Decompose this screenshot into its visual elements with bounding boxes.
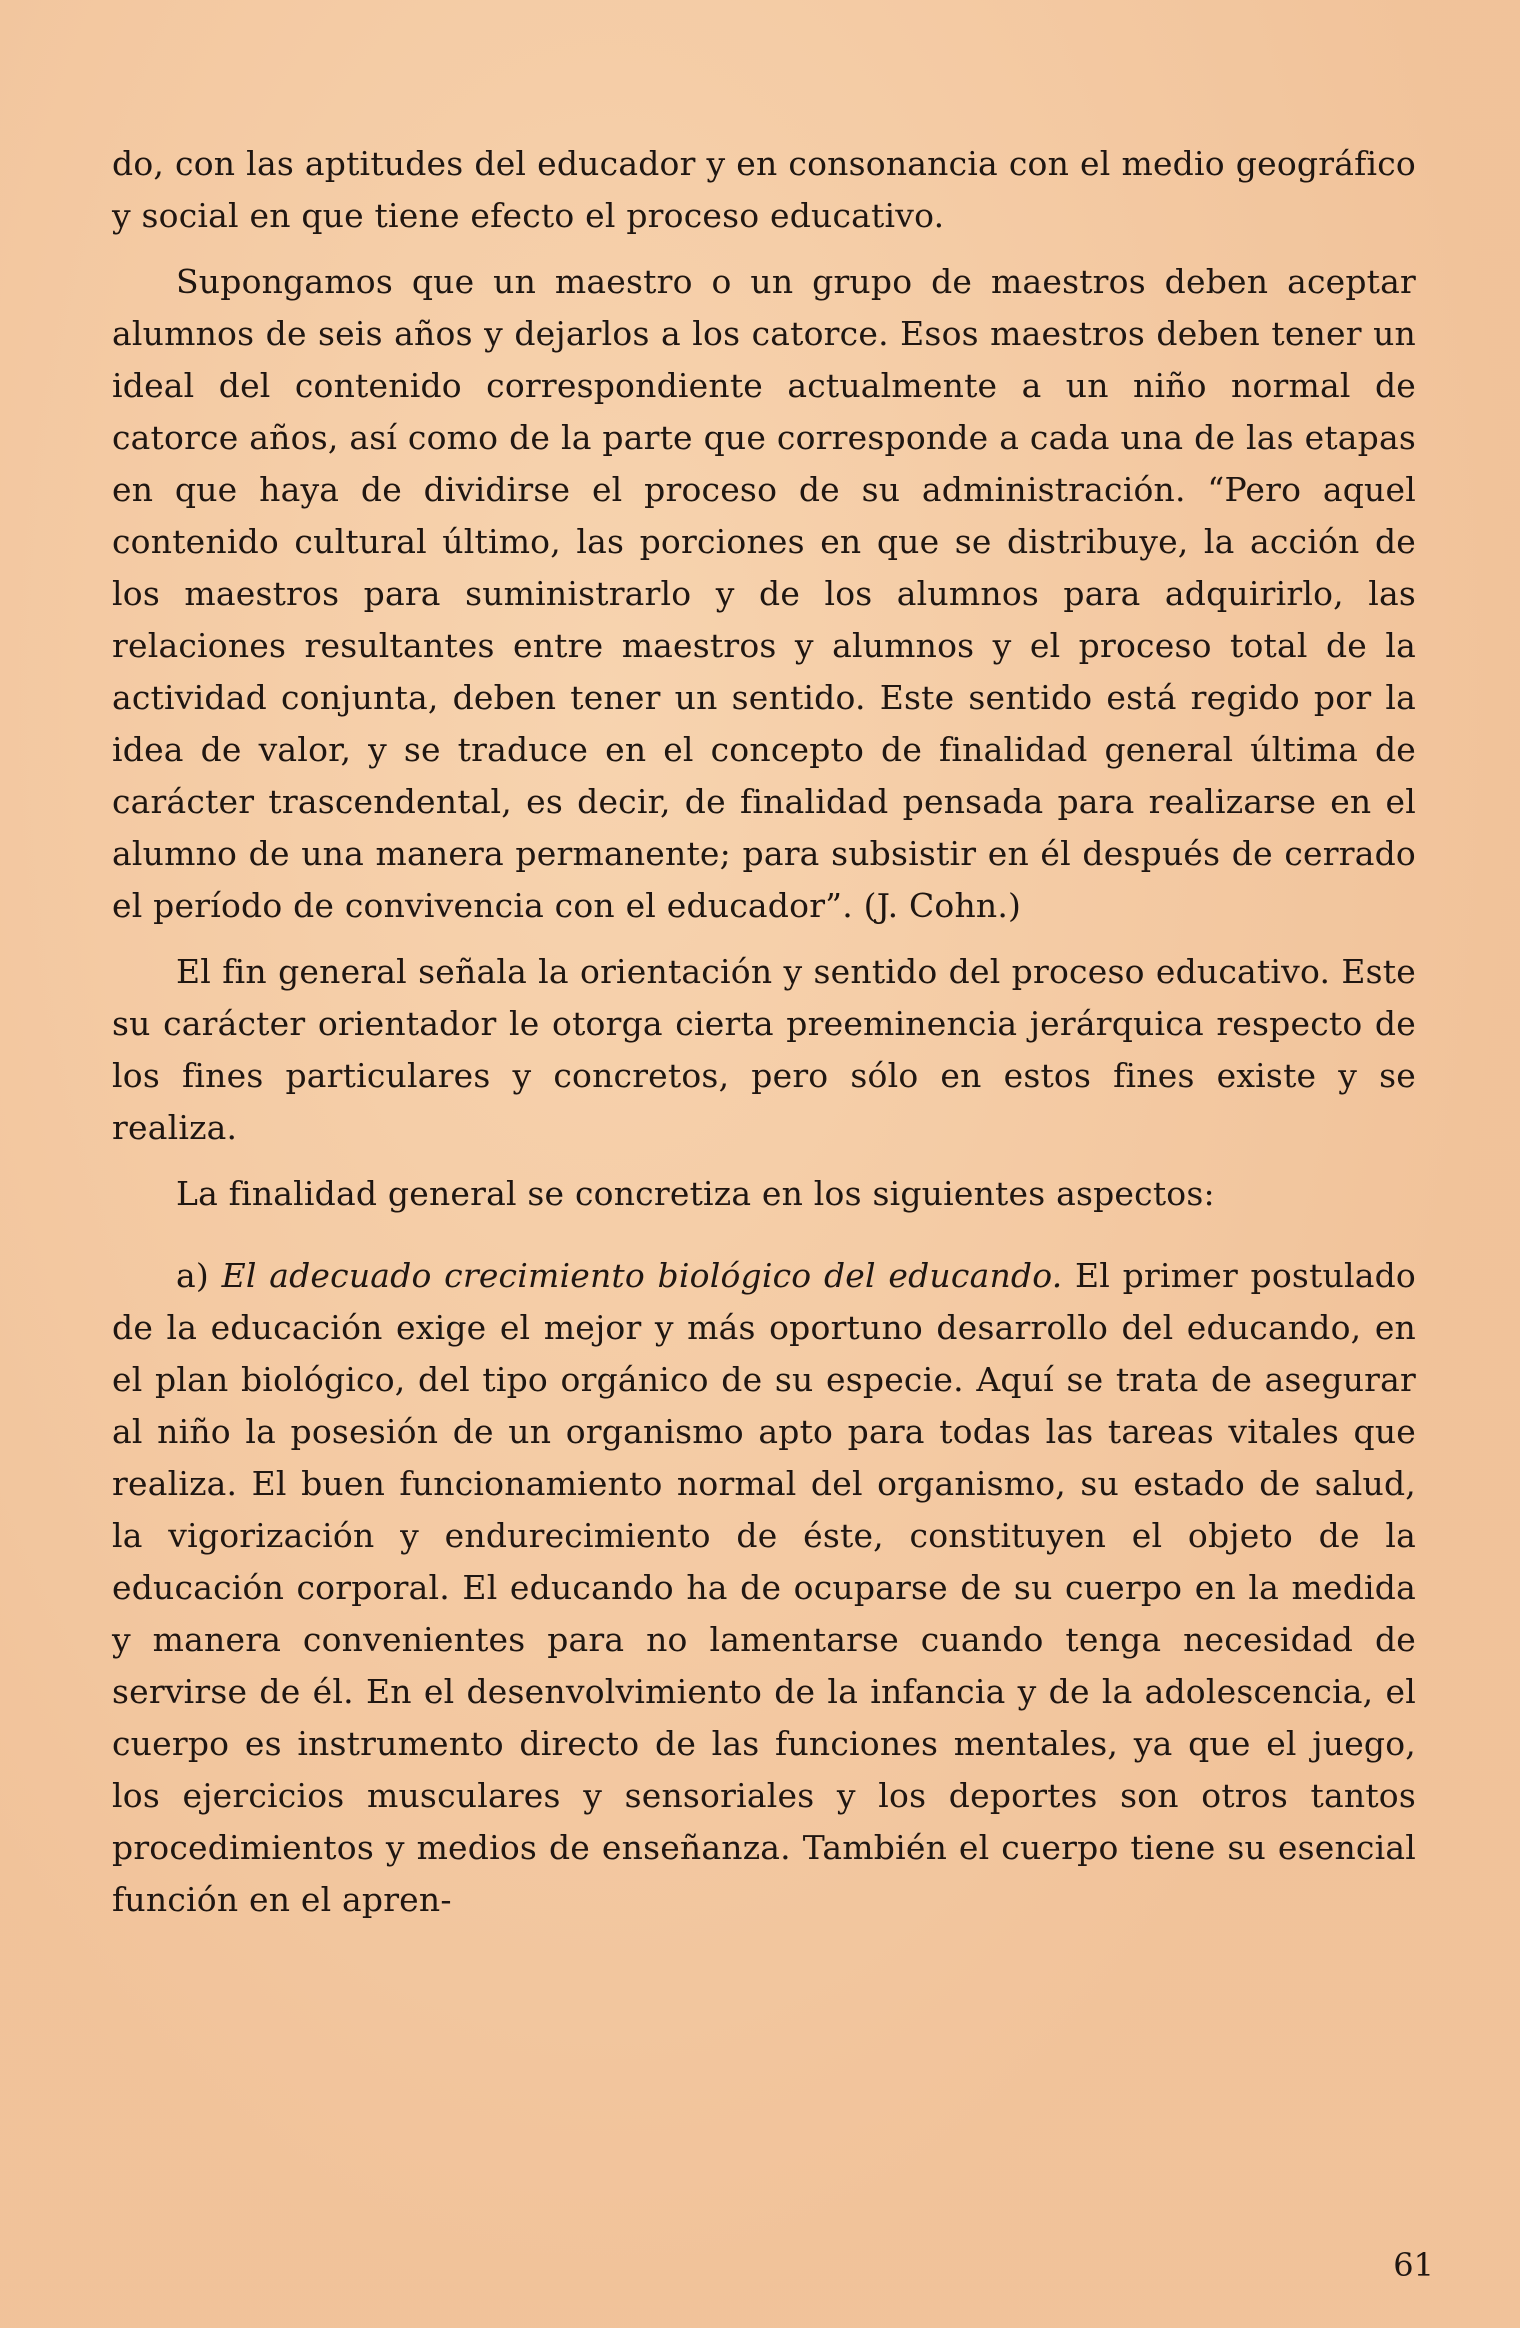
paragraph-continuation: do, con las aptitudes del educador y en consonancia con el medio geográfico y social en que tiene efecto el proceso educativo. xyxy=(112,144,1416,235)
list-item-a xyxy=(112,1250,1416,1926)
paragraph-supongamos: Supongamos que un maestro o un grupo de maestros deben aceptar alumnos de seis años y dejarlos a los catorce. Esos maestros deben tener un ideal del contenido correspondiente actualmente a un niño normal de catorce años, así como de la parte que corresponde a cada una de las etapas en que haya de dividirse el proceso de su administración. “Pero aquel contenido cultural último, las porciones en que se distribuye, la acción de los maestros para suministrarlo y de los alumnos para adquirirlo, las relaciones resultantes entre maestros y alumnos y el proceso total de la actividad conjunta, deben tener un sentido. Este sentido está regido por la idea de valor, y se traduce en el concepto de finalidad general última de carácter trascendental, es decir, de finalidad pensada para realizarse en el alumno de una manera permanente; para subsistir en él después de cerrado el período de convivencia con el educador”. (J. Cohn.) xyxy=(112,262,1416,925)
paragraph-fin-general: El fin general señala la orientación y sentido del proceso educativo. Este su carácter orientador le otorga cierta preeminencia jerárquica respecto de los fines particulares y concretos, pero sólo en estos fines existe y se realiza. xyxy=(112,952,1416,1147)
list-item-body: El primer postulado de la educación exige el mejor y más oportuno desarrollo del educando, en el plan biológico, del tipo orgánico de su especie. Aquí se trata de asegurar al niño la posesión de un organismo apto para todas las tareas vitales que realiza. El buen funcionamiento normal del organismo, su estado de salud, la vigorización y endurecimiento de éste, constituyen el objeto de la educación corporal. El educando ha de ocuparse de su cuerpo en la medida y manera convenientes para no lamentarse cuando tenga necesidad de servirse de él. En el desenvolvimiento de la infancia y de la adolescencia, el cuerpo es instrumento directo de las funciones mentales, ya que el juego, los ejercicios musculares y sensoriales y los deportes son otros tantos procedimientos y medios de enseñanza. También el cuerpo tiene su esencial función en el apren- xyxy=(112,1256,1416,1919)
body-text xyxy=(112,138,1416,1926)
list-item-heading: El adecuado crecimiento biológico del educando. xyxy=(221,1256,1063,1295)
paragraph-finalidad-general: La finalidad general se concretiza en los siguientes aspectos: xyxy=(176,1174,1215,1213)
list-item-marker: a) xyxy=(176,1256,222,1295)
page-number: 61 xyxy=(1393,2246,1434,2284)
